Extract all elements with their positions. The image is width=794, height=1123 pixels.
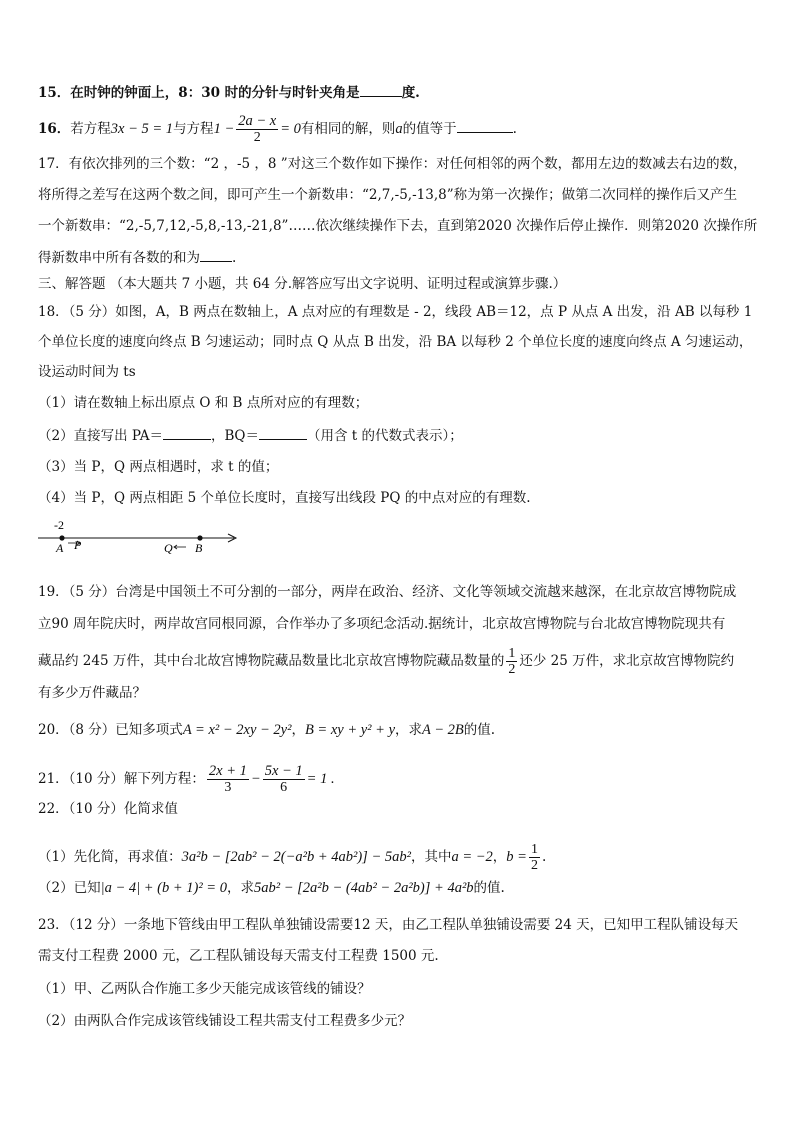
q15-answer-blank[interactable]	[360, 84, 402, 97]
q18-bq-blank[interactable]	[259, 427, 307, 440]
q16-answer-blank[interactable]	[457, 120, 513, 133]
question-18-line-1: 18．（5 分）如图，A，B 两点在数轴上，A 点对应的有理数是 - 2，线段 AB＝12，点 P 从点 A 出发，沿 AB 以每秒 1	[38, 304, 753, 320]
q21-fraction-1: $\frac{2x + 1}{3}$	[208, 763, 247, 795]
question-17-line-3: 一个新数串：“2,-5,7,12,-5,8,-13,-21,8”……依次继续操作下去，直到第2020 次操作后停止操作．则第2020 次操作所	[38, 218, 758, 234]
question-20: 20．（8 分）已知多项式A = x² − 2xy − 2y²，B = xy + y² + y，求A − 2B的值.	[38, 722, 496, 738]
question-15	[38, 84, 420, 101]
question-23-part-1: （1）甲、乙两队合作施工多少天能完成该管线的铺设？	[38, 981, 371, 997]
q16-pre: 若方程	[70, 121, 111, 137]
q16-tail: 的值等于	[402, 121, 457, 137]
q16-post: 有相同的解，则	[300, 121, 396, 137]
q22-fraction-half: $\frac{1}{2}$	[530, 842, 538, 873]
q22-expression-1: 3a²b − [2ab² − 2(−a²b + 4ab²)] − 5ab²	[181, 849, 411, 865]
question-22-title: 22．（10 分）化简求值	[38, 801, 178, 817]
question-18-part-1: （1）请在数轴上标出原点 O 和 B 点所对应的有理数；	[38, 395, 369, 411]
q15-number: 15．	[38, 85, 71, 101]
label-q: Q	[164, 541, 173, 555]
label-a: A	[56, 541, 64, 555]
question-22-part-1: （1）先化简，再求值：3a²b − [2ab² − 2(−a²b + 4ab²)] − 5ab²，其中a = −2，b = $\frac{1}{2}$ .	[38, 842, 547, 873]
q16-var: a	[395, 121, 403, 137]
polynomial-a: A = x² − 2xy − 2y²	[182, 722, 292, 738]
question-18-part-3: （3）当 P，Q 两点相遇时，求 t 的值；	[38, 459, 279, 475]
question-23-line-2: 需支付工程费 2000 元，乙工程队铺设每天需支付工程费 1500 元.	[38, 948, 439, 964]
question-19-line-1: 19．（5 分）台湾是中国领土不可分割的一部分，两岸在政治、经济、文化等领域交流越来越深，在北京故宫博物院成	[38, 584, 737, 600]
question-19-line-2: 立90 周年院庆时，两岸故宫同根同源，合作举办了多项纪念活动.据统计，北京故宫博物院与台北故宫博物院现共有	[38, 616, 726, 632]
label-p: P	[74, 538, 82, 552]
question-17-line-1: 17．有依次排列的三个数：“2 ，-5 ，8 ”对这三个数作如下操作：对任何相邻的两个数，都用左边的数减去右边的数，	[38, 156, 747, 172]
q15-tail: 度.	[401, 85, 420, 101]
section-3-heading: 三、解答题 （本大题共 7 小题，共 64 分.解答应写出文字说明、证明过程或演算步骤.）	[38, 276, 567, 292]
question-18-part-4: （4）当 P，Q 两点相距 5 个单位长度时，直接写出线段 PQ 的中点对应的有理数.	[38, 490, 531, 506]
q16-equation-1: 3x − 5 = 1	[110, 121, 174, 137]
polynomial-b: B = xy + y² + y	[304, 722, 396, 738]
q19-fraction-half: $\frac{1}{2}$	[508, 646, 516, 677]
point-b-dot	[197, 535, 202, 540]
q22-condition: |a − 4| + (b + 1)² = 0	[100, 880, 227, 896]
question-18-line-3: 设运动时间为 ts	[38, 364, 136, 380]
question-17-line-2: 将所得之差写在这两个数之间，即可产生一个新数串：“2,7,-5,-13,8”称为第一次操作；做第二次同样的操作后又产生	[38, 187, 738, 203]
q15-text: 在时钟的钟面上，8：30 时的分针与时针夹角是	[70, 85, 360, 101]
question-19-line-4: 有多少万件藏品？	[38, 685, 146, 701]
label-b: B	[195, 541, 203, 555]
question-16: 16．若方程3x − 5 = 1与方程1 − $\frac{2a - x}{2}$ = 0有相同的解，则a的值等于 .	[38, 113, 517, 145]
number-line-figure	[38, 514, 248, 558]
question-18-part-2: （2）直接写出 PA＝ ，BQ＝ （用含 t 的代数式表示）；	[38, 428, 463, 444]
q16-number: 16．	[38, 121, 71, 137]
q17-answer-blank[interactable]	[200, 249, 232, 262]
question-18-line-2: 个单位长度的速度向终点 B 匀速运动；同时点 Q 从点 B 出发，沿 BA 以每秒 2 个单位长度的速度向终点 A 匀速运动，	[38, 334, 753, 350]
q20-expression: A − 2B	[422, 722, 464, 738]
question-23-part-2: （2）由两队合作完成该管线铺设工程共需支付工程费多少元？	[38, 1013, 412, 1029]
q16-mid: 与方程	[173, 121, 214, 137]
label-minus-2: -2	[54, 518, 64, 532]
question-19-line-3: 藏品约 245 万件，其中台北故宫博物院藏品数量比北京故宫博物院藏品数量的 $\frac{1}{2}$ 还少 25 万件，求北京故宫博物院约	[38, 646, 735, 677]
question-23-line-1: 23．（12 分）一条地下管线由甲工程队单独铺设需要12 天，由乙工程队单独铺设需要 24 天，已知甲工程队铺设每天	[38, 917, 739, 933]
question-17-line-4: 得新数串中所有各数的和为 .	[38, 250, 237, 266]
question-21: 21．（10 分）解下列方程： $\frac{2x + 1}{3}$ − $\frac{5x - 1}{6}$ = 1 .	[38, 763, 335, 795]
question-22-part-2: （2）已知|a − 4| + (b + 1)² = 0，求5ab² − [2a²b − (4ab² − 2a²b)] + 4a²b的值.	[38, 880, 505, 896]
q16-fraction: $\frac{2a - x}{2}$	[238, 113, 277, 145]
q21-fraction-2: $\frac{5x - 1}{6}$	[264, 763, 303, 795]
q18-pa-blank[interactable]	[163, 427, 211, 440]
point-a-dot	[59, 535, 64, 540]
q22-expression-2: 5ab² − [2a²b − (4ab² − 2a²b)] + 4a²b	[253, 880, 474, 896]
